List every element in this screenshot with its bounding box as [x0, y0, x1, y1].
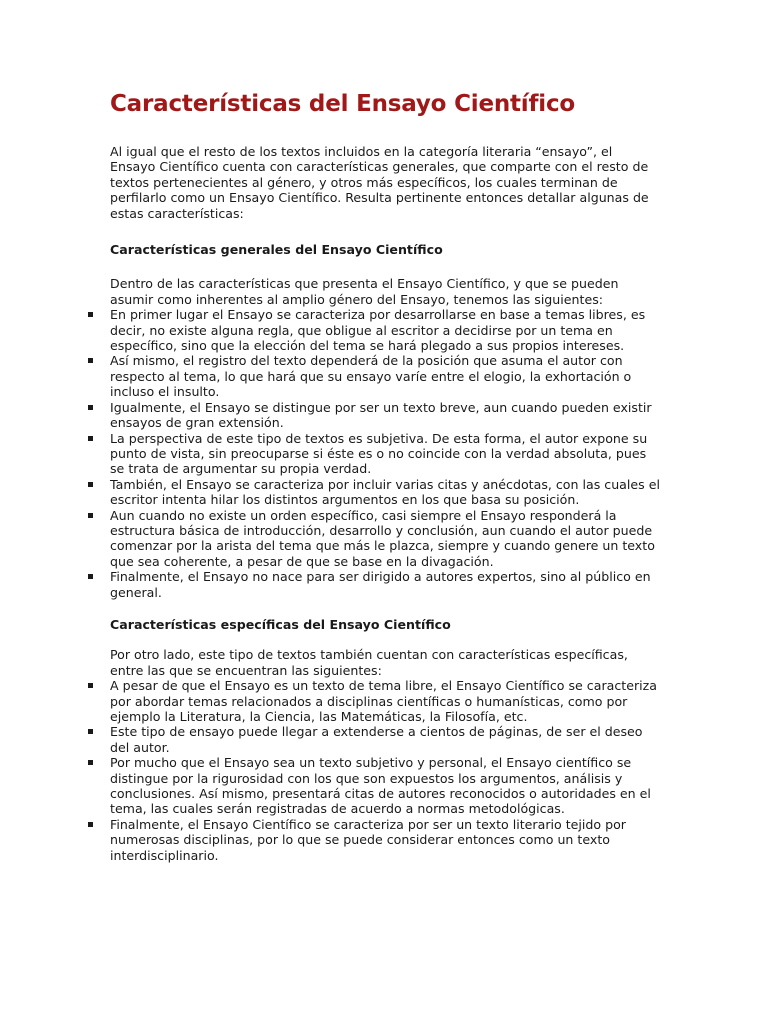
bullet-icon	[88, 683, 93, 688]
list-item	[110, 431, 660, 477]
list-item	[110, 477, 660, 508]
intro-paragraph: Al igual que el resto de los textos incluidos en la categoría literaria “ensayo”, el Ensayo Científico cuenta con características generales, que comparte con el resto de textos pertenecientes al género, y otros más específicos, los cuales terminan de perfilarlo como un Ensayo Científico. Resulta pertinente entonces detallar algunas de estas características:	[110, 144, 649, 221]
list-item	[110, 508, 660, 570]
section-lead-general: Dentro de las características que presenta el Ensayo Científico, y que se pueden asumir como inherentes al amplio género del Ensayo, tenemos las siguientes:	[110, 276, 619, 307]
bullet-icon	[88, 574, 93, 579]
bullet-icon	[88, 405, 93, 410]
bullet-icon	[88, 760, 93, 765]
bullet-list-general	[110, 307, 660, 600]
list-item-text: En primer lugar el Ensayo se caracteriza por desarrollarse en base a temas libres, es decir, no existe alguna regla, que obligue al escritor a decidirse por un tema en específico, sino que la elección del tema se hará plegado a sus propios intereses.	[110, 307, 646, 354]
list-item-text: Aun cuando no existe un orden específico, casi siempre el Ensayo responderá la estructura básica de introducción, desarrollo y conclusión, aun cuando el autor puede comenzar por la arista del tema que más le plazca, siempre y cuando genere un texto que sea coherente, a pesar de que se base en la divagación.	[110, 507, 655, 569]
bullet-icon	[88, 482, 93, 487]
list-item-text: A pesar de que el Ensayo es un texto de tema libre, el Ensayo Científico se caracteriza por abordar temas relacionados a disciplinas científicas o humanísticas, como por ejemplo la Literatura, la Ciencia, las Matemáticas, la Filosofía, etc.	[110, 678, 657, 724]
bullet-icon	[88, 436, 93, 441]
bullet-icon	[88, 358, 93, 363]
section-heading-specific: Características específicas del Ensayo Científico	[110, 616, 451, 632]
list-item	[110, 678, 660, 724]
list-item-text: Finalmente, el Ensayo no nace para ser dirigido a autores expertos, sino al público en general.	[110, 569, 651, 600]
list-item-text: Este tipo de ensayo puede llegar a extenderse a cientos de páginas, de ser el deseo del autor.	[110, 724, 643, 755]
list-item	[110, 817, 660, 863]
bullet-icon	[88, 822, 93, 827]
bullet-list-specific	[110, 678, 660, 863]
section-lead-specific: Por otro lado, este tipo de textos también cuentan con características específicas, entre las que se encuentran las siguientes:	[110, 647, 628, 678]
list-item	[110, 400, 660, 431]
list-item-text: La perspectiva de este tipo de textos es subjetiva. De esta forma, el autor expone su punto de vista, sin preocuparse si éste es o no coincide con la verdad absoluta, pues se trata de argumentar su propia verdad.	[110, 430, 648, 477]
list-item	[110, 724, 660, 755]
list-item	[110, 307, 660, 353]
list-item-text: También, el Ensayo se caracteriza por incluir varias citas y anécdotas, con las cuales el escritor intenta hilar los distintos argumentos en los que basa su posición.	[110, 476, 660, 508]
bullet-icon	[88, 312, 93, 317]
bullet-icon	[88, 729, 93, 734]
list-item-text: Finalmente, el Ensayo Científico se caracteriza por ser un texto literario tejido por numerosas disciplinas, por lo que se puede considerar entonces como un texto interdisciplinario.	[110, 816, 626, 863]
list-item-text: Igualmente, el Ensayo se distingue por ser un texto breve, aun cuando pueden existir ensayos de gran extensión.	[110, 399, 652, 431]
list-item	[110, 755, 660, 817]
section-heading-general: Características generales del Ensayo Científico	[110, 242, 443, 258]
list-item	[110, 353, 660, 399]
document-page	[110, 88, 660, 863]
list-item	[110, 569, 660, 600]
list-item-text: Por mucho que el Ensayo sea un texto subjetivo y personal, el Ensayo científico se distingue por la rigurosidad con los que son expuestos los argumentos, análisis y conclusiones. Así mismo, presentará citas de autores reconocidos o autoridades en el tema, las cuales serán registradas de acuerdo a normas metodológicas.	[110, 755, 651, 817]
list-item-text: Así mismo, el registro del texto dependerá de la posición que asuma el autor con respecto al tema, lo que hará que su ensayo varíe entre el elogio, la exhortación o incluso el insulto.	[110, 353, 632, 400]
bullet-icon	[88, 513, 93, 518]
document-title: Características del Ensayo Científico	[110, 91, 576, 117]
